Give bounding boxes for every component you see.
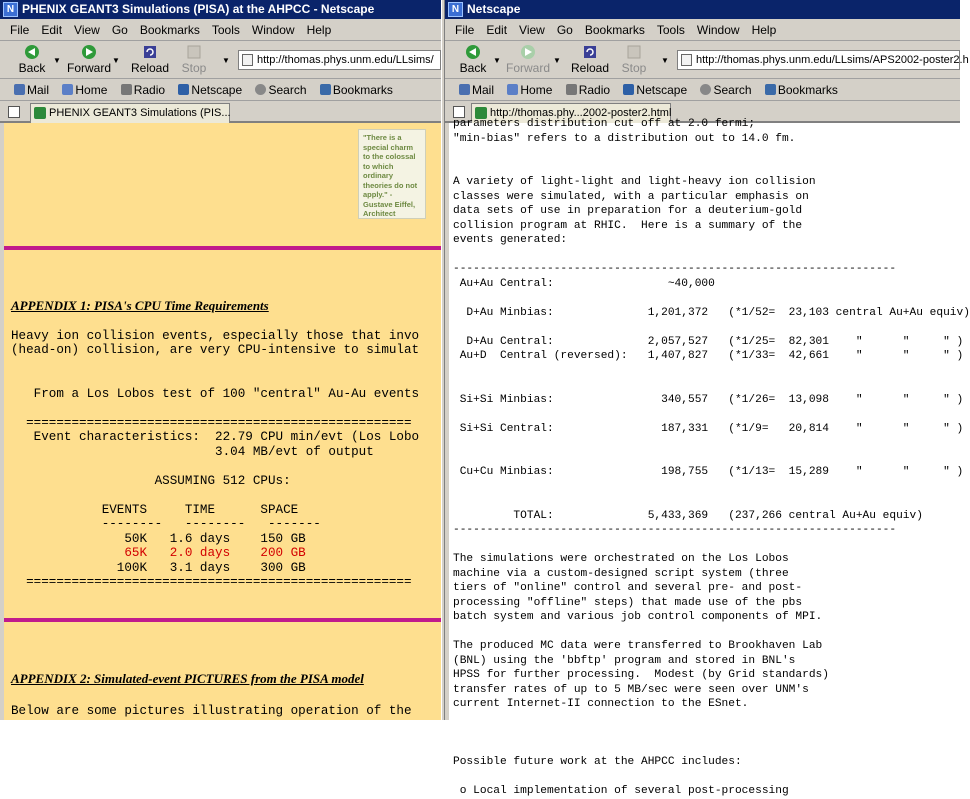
stop-dropdown-icon[interactable]: ▼: [222, 56, 230, 65]
radio-link[interactable]: Radio: [566, 83, 610, 97]
menu-file[interactable]: File: [455, 23, 475, 37]
forward-dropdown-icon[interactable]: ▼: [112, 56, 120, 65]
event-char-line2: 3.04 MB/evt of output: [11, 445, 374, 459]
right-personal-toolbar: [445, 79, 960, 101]
appendix2-heading: APPENDIX 2: Simulated-event PICTURES from the PISA model: [11, 671, 364, 686]
page-icon: [242, 54, 253, 66]
mail-icon: [459, 84, 470, 95]
reload-button[interactable]: Reload: [128, 42, 172, 75]
menu-window[interactable]: Window: [696, 23, 740, 37]
right-nav-toolbar: [445, 41, 969, 79]
menu-tools[interactable]: Tools: [211, 23, 240, 37]
pictures-intro-line: Below are some pictures illustrating operation of the: [11, 704, 412, 718]
netscape-icon: [178, 84, 189, 95]
reload-icon: [141, 44, 159, 60]
table-row: 100K 3.1 days 300 GB: [11, 561, 306, 575]
menu-view[interactable]: View: [519, 23, 545, 37]
left-menu-bar: [0, 19, 441, 41]
forward-button[interactable]: Forward: [505, 42, 551, 75]
tab-poster[interactable]: http://thomas.phy...2002-poster2.html: [471, 103, 671, 123]
left-title-bar[interactable]: [0, 0, 441, 19]
right-menu-bar: [445, 19, 960, 41]
menu-file[interactable]: File: [10, 23, 30, 37]
menu-go[interactable]: Go: [556, 23, 573, 37]
right-page-content: [449, 118, 970, 797]
netscape-icon: N: [3, 2, 18, 17]
home-link[interactable]: Home: [507, 83, 552, 97]
menu-window[interactable]: Window: [251, 23, 295, 37]
menu-view[interactable]: View: [74, 23, 100, 37]
stop-icon: [625, 44, 643, 60]
menu-help[interactable]: Help: [751, 23, 777, 37]
netscape-icon: N: [448, 2, 463, 17]
stop-button[interactable]: Stop: [176, 42, 212, 75]
menu-bookmarks[interactable]: Bookmarks: [139, 23, 200, 37]
right-title-bar[interactable]: [445, 0, 960, 19]
reload-icon: [581, 44, 599, 60]
radio-link[interactable]: Radio: [121, 83, 165, 97]
netscape-icon: [623, 84, 634, 95]
menu-tools[interactable]: Tools: [656, 23, 685, 37]
menu-bookmarks[interactable]: Bookmarks: [584, 23, 645, 37]
cpu-paragraph-line1: Heavy ion collision events, especially those that invo: [11, 329, 420, 343]
back-button[interactable]: Back: [10, 42, 54, 75]
poster-body-text: parameters distribution cut off at 2.0 fermi; "min-bias" refers to a distribution out to 14.0 fm. A variety of light-light and light-heavy ion collision classes were simulated, with a particular emphasis on data sets of use in preparation for a deuterium-gold collision program at RHIC. Here is a summary of the events generated: ------------------------------------------------------------------ Au+Au Central: ~40,000 D+Au Minbias: 1,201,372 (*1/52= 23,103 central Au+Au equiv) D+Au Central: 2,057,527 (*1/25= 82,301 " " " ) Au+D Central (reversed): 1,407,827 (*1/33= 42,661 " " " ) Si+Si Minbias: 340,557 (*1/26= 13,098 " " " ) Si+Si Central: 187,331 (*1/9= 20,814 " " " ) Cu+Cu Minbias: 198,755 (*1/13= 15,289 " " " ) TOTAL: 5,433,369 (237,266 central Au+Au equiv) ------------------------------------------------------------------ The simulations were orchestrated on the Los Lobos machine via a custom-designed script system (three tiers of "online" control and several pre- and post- processing "offline" steps) that made use of the pbs batch system and various job control components of MPI. The produced MC data were transferred to Brookhaven Lab (BNL) using the 'bbftp' program and stored in BNL's HPSS for further processing. Modest (by Grid standards) transfer rates of up to 5 MB/sec were seen over UNM's current Internet-II connection to the ESnet. Possible future work at the AHPCC includes: o Local implementation of several post-processing: [453, 118, 970, 797]
back-arrow-icon: [464, 44, 482, 60]
new-tab-icon[interactable]: [8, 106, 20, 118]
mail-icon: [14, 84, 25, 95]
menu-help[interactable]: Help: [306, 23, 332, 37]
stop-dropdown-icon[interactable]: ▼: [661, 56, 669, 65]
back-arrow-icon: [23, 44, 41, 60]
home-icon: [62, 84, 73, 95]
tab-pisa[interactable]: PHENIX GEANT3 Simulations (PIS...: [30, 103, 230, 123]
search-icon: [255, 84, 266, 95]
cpu-paragraph-line2: (head-on) collision, are very CPU-intensive to simulat: [11, 343, 420, 357]
mail-link[interactable]: Mail: [14, 83, 49, 97]
menu-edit[interactable]: Edit: [41, 23, 63, 37]
forward-dropdown-icon[interactable]: ▼: [553, 56, 561, 65]
radio-icon: [121, 84, 132, 95]
left-url-bar[interactable]: http://thomas.phys.unm.edu/LLsims/: [238, 50, 441, 70]
left-page-content: [4, 123, 441, 720]
menu-go[interactable]: Go: [111, 23, 128, 37]
search-link[interactable]: Search: [700, 83, 751, 97]
back-button[interactable]: Back: [455, 42, 491, 75]
equals-rule-top: ===================================================: [11, 416, 412, 430]
appendix1-heading: APPENDIX 1: PISA's CPU Time Requirements: [11, 298, 269, 313]
search-link[interactable]: Search: [255, 83, 306, 97]
eiffel-quote-image: "There is a special charm to the colossal to which ordinary theories do not apply." - Gustave Eiffel, Architect: [358, 129, 426, 219]
table-header: EVENTS TIME SPACE: [11, 503, 299, 517]
assuming-cpus-line: ASSUMING 512 CPUs:: [11, 474, 291, 488]
bookmarks-link[interactable]: Bookmarks: [320, 83, 393, 97]
netscape-link[interactable]: Netscape: [623, 83, 687, 97]
bookmarks-link[interactable]: Bookmarks: [765, 83, 838, 97]
right-window-title: Netscape: [467, 2, 521, 16]
page-icon: [681, 54, 692, 66]
table-dashes: -------- -------- -------: [11, 517, 321, 531]
back-dropdown-icon[interactable]: ▼: [53, 56, 61, 65]
stop-icon: [185, 44, 203, 60]
search-icon: [700, 84, 711, 95]
home-link[interactable]: Home: [62, 83, 107, 97]
reload-button[interactable]: Reload: [569, 42, 611, 75]
home-icon: [507, 84, 518, 95]
page-quill-icon: [34, 107, 46, 119]
stop-button[interactable]: Stop: [617, 42, 651, 75]
bookmarks-icon: [320, 84, 331, 95]
back-dropdown-icon[interactable]: ▼: [493, 56, 501, 65]
equals-rule-bottom: ===================================================: [11, 575, 412, 589]
netscape-link[interactable]: Netscape: [178, 83, 242, 97]
forward-button[interactable]: Forward: [66, 42, 112, 75]
left-window-title: PHENIX GEANT3 Simulations (PISA) at the AHPCC - Netscape: [22, 2, 375, 16]
forward-arrow-icon: [519, 44, 537, 60]
left-personal-toolbar: [0, 79, 441, 101]
right-browser-window: [445, 0, 970, 797]
mail-link[interactable]: Mail: [459, 83, 494, 97]
left-tab-bar: [0, 101, 441, 123]
forward-arrow-icon: [80, 44, 98, 60]
los-lobos-test-line: From a Los Lobos test of 100 "central" Au-Au events: [11, 387, 420, 401]
table-row: 50K 1.6 days 150 GB: [11, 532, 306, 546]
menu-edit[interactable]: Edit: [486, 23, 508, 37]
left-nav-toolbar: [0, 41, 441, 79]
left-browser-window: [0, 0, 441, 720]
right-url-bar[interactable]: http://thomas.phys.unm.edu/LLsims/APS2002-poster2.h: [677, 50, 960, 70]
table-row-highlighted: 65K 2.0 days 200 GB: [11, 546, 306, 560]
radio-icon: [566, 84, 577, 95]
event-char-line1: Event characteristics: 22.79 CPU min/evt (Los Lobo: [11, 430, 420, 444]
divider-rule: [4, 618, 441, 622]
divider-rule: [4, 246, 441, 250]
bookmarks-icon: [765, 84, 776, 95]
